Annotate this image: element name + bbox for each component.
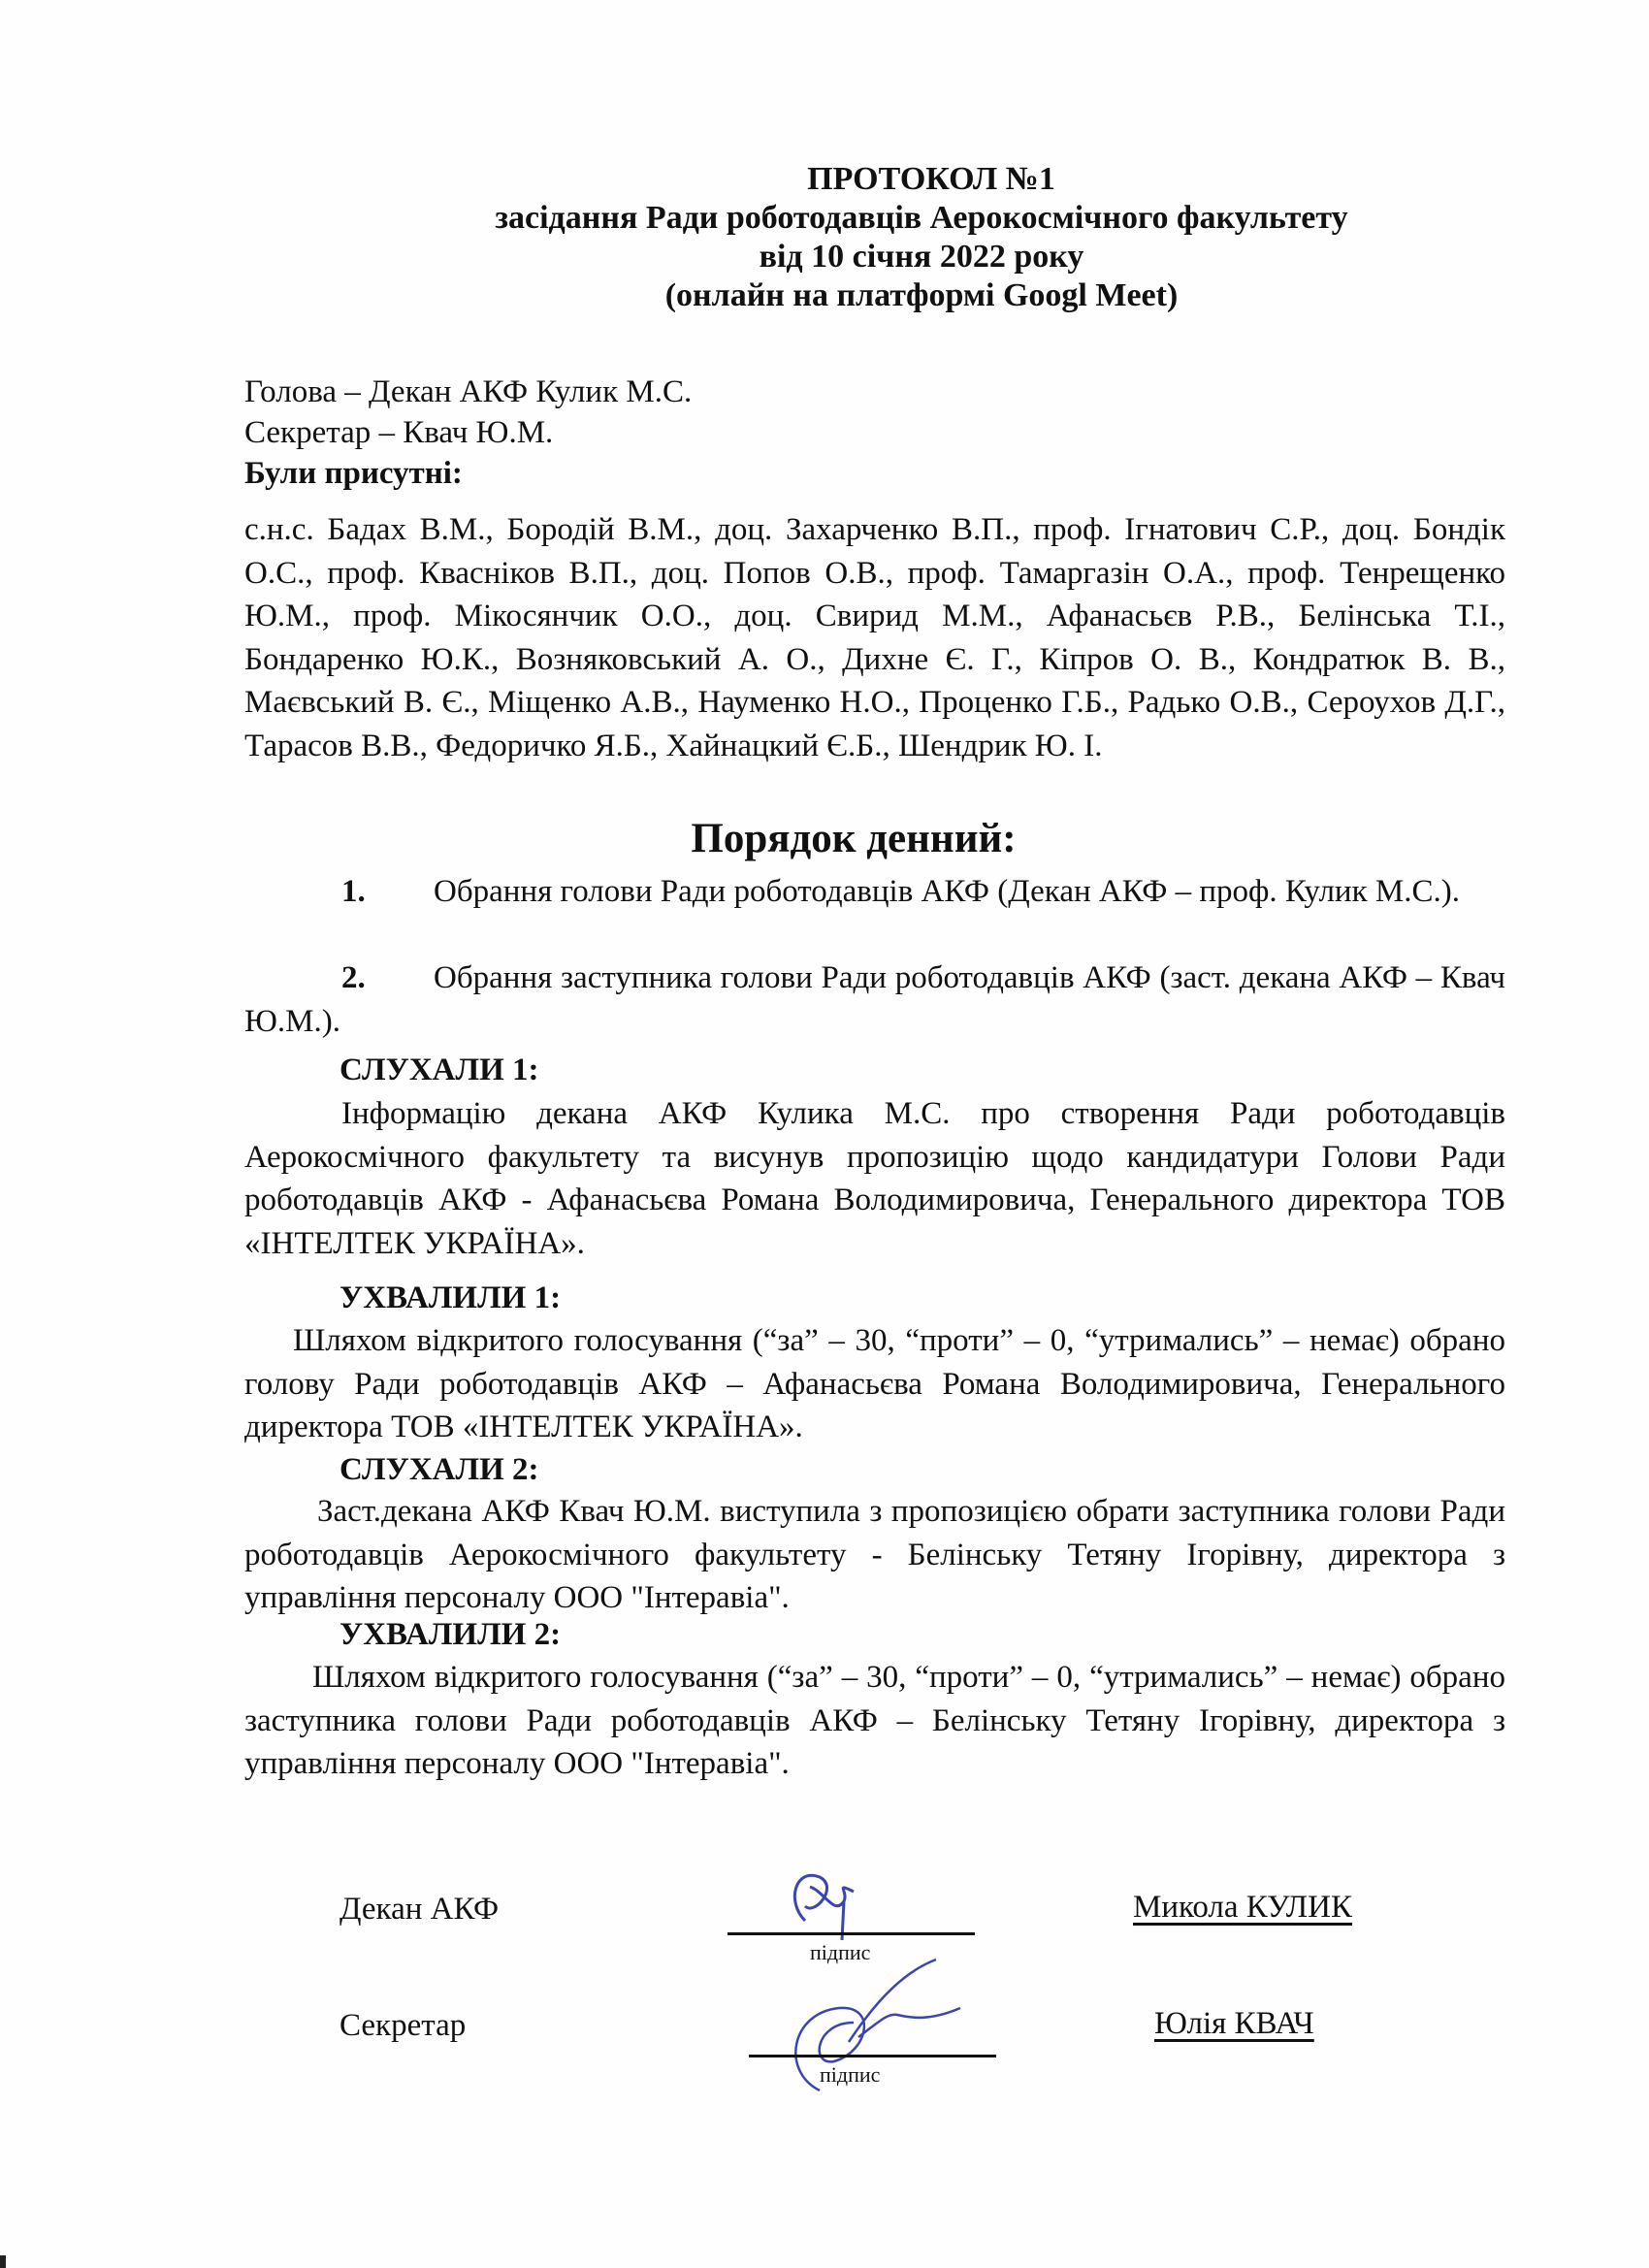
signature-role: Декан АКФ	[340, 1892, 500, 1927]
section-text	[244, 1319, 1505, 1449]
attendees-label: Були присутні:	[244, 456, 463, 491]
agenda-item-number: 2.	[341, 960, 366, 995]
agenda-item-number: 1.	[341, 874, 366, 909]
signature-line	[749, 2055, 996, 2057]
section-text-content: Інформацію декана АКФ Кулика М.С. про створення Ради роботодавців Аерокосмічного факультету та висунув пропозицію щодо кандидатури Голови Ради роботодавців АКФ - Афанасьєва Романа Володимировича, Генерального директора ТОВ «ІНТЕЛТЕК УКРАЇНА».	[244, 1096, 1505, 1261]
agenda-item	[244, 956, 1505, 1043]
secretary-line: Секретар – Квач Ю.М.	[244, 415, 554, 450]
section-text	[244, 1490, 1505, 1620]
scan-edge-mark	[0, 2255, 6, 2268]
agenda-item-text: Обрання голови Ради роботодавців АКФ (Декан АКФ – проф. Кулик М.С.).	[434, 874, 1460, 909]
section-text-content: Шляхом відкритого голосування (“за” – 30, “проти” – 0, “утримались” – немає) обрано голову Ради роботодавців АКФ – Афанасьєва Романа Володимировича, Генерального директора ТОВ «ІНТЕЛТЕК УКРАЇНА».	[244, 1323, 1505, 1444]
section-heading: УХВАЛИЛИ 1:	[340, 1280, 562, 1315]
section-text	[244, 1092, 1505, 1265]
section-text-content: Шляхом відкритого голосування (“за” – 30, “проти” – 0, “утримались” – немає) обрано заступника голови Ради роботодавців АКФ – Белінську Тетяну Ігорівну, директора з управління персоналу ООО "Інтеравіа".	[244, 1660, 1505, 1781]
signature-caption: підпис	[820, 2062, 881, 2087]
document-subtitle-line: засідання Ради роботодавців Аерокосмічного факультету	[495, 200, 1348, 236]
section-heading: УХВАЛИЛИ 2:	[340, 1617, 562, 1652]
section-text	[244, 1656, 1505, 1786]
signature-role: Секретар	[340, 2008, 467, 2043]
handwritten-signature-icon	[766, 1863, 883, 1950]
signatory-name: Микола КУЛИК	[1133, 1890, 1353, 1925]
agenda-item-text: Обрання заступника голови Ради роботодавців АКФ (заст. декана АКФ – Квач Ю.М.).	[244, 960, 1505, 1039]
chair-line: Голова – Декан АКФ Кулик М.С.	[244, 374, 693, 409]
document-platform: (онлайн на платформі Googl Meet)	[664, 277, 1179, 313]
agenda-title: Порядок денний:	[691, 816, 1017, 861]
meeting-officers	[244, 372, 692, 494]
section-heading: СЛУХАЛИ 2:	[340, 1452, 539, 1487]
signatory-name: Юлія КВАЧ	[1154, 2006, 1314, 2041]
section-text-content: Заст.декана АКФ Квач Ю.М. виступила з пропозицією обрати заступника голови Ради роботодавців Аерокосмічного факультету - Белінську Тетяну Ігорівну, директора з управління персоналу ООО "Інтеравіа".	[244, 1494, 1505, 1615]
section-heading: СЛУХАЛИ 1:	[340, 1053, 539, 1087]
agenda-item	[244, 870, 1505, 914]
document-date: від 10 січня 2022 року	[759, 239, 1084, 275]
signature-caption: підпис	[810, 1940, 871, 1964]
attendees-list: с.н.с. Бадах В.М., Бородій В.М., доц. Захарченко В.П., проф. Ігнатович С.Р., доц. Бондік О.С., проф. Квасніков В.П., доц. Попов О.В., проф. Тамаргазін О.А., проф. Тенрещенко Ю.М., проф. Мікосянчик О.О., доц. Свирид М.М., Афанасьєв Р.В., Белінська Т.І., Бондаренко Ю.К., Возняковський А. О., Дихне Є. Г., Кіпров О. В., Кондратюк В. В., Маєвський В. Є., Міщенко А.В., Науменко Н.О., Проценко Г.Б., Радько О.В., Сероухов Д.Г., Тарасов В.В., Федоричко Я.Б., Хайнацкий Є.Б., Шендрик Ю. І.	[244, 512, 1505, 763]
document-title: ПРОТОКОЛ №1	[807, 161, 1055, 197]
signature-line	[728, 1932, 975, 1935]
signature-row-secretary	[0, 1989, 1649, 2105]
document-header	[388, 160, 1455, 315]
